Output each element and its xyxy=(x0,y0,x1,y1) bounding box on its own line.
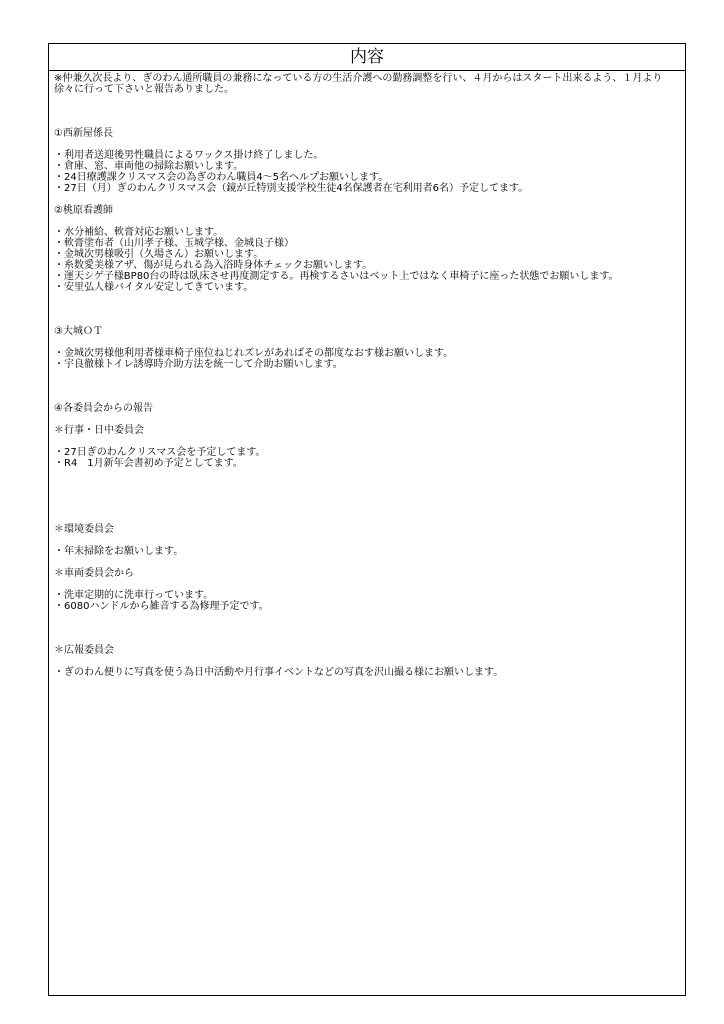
subsection-heading-vehicles: ＊車両委員会から xyxy=(54,568,134,579)
spacer xyxy=(54,414,681,425)
list-item: ・27日（月）ぎのわんクリスマス会（鏡が丘特別支援学校生徒4名保護者在宅利用者6名）予定してます。 xyxy=(54,183,529,194)
list-item: ・洗車定期的に洗車行っています。 xyxy=(54,590,214,601)
spacer xyxy=(54,370,681,403)
section-heading-touhara: ②桃原看護師 xyxy=(54,205,113,216)
list-item: ・宇良徹様トイレ誘導時介助方法を統一して介助お願いします。 xyxy=(54,359,343,370)
report-frame xyxy=(48,43,686,996)
list-item: ・糸数愛美様アザ、傷が見られる為入浴時身体チェックお願いします。 xyxy=(54,260,373,271)
section-heading-nishiaraya: ①西新屋係長 xyxy=(54,128,113,139)
spacer xyxy=(54,436,681,447)
list-item: ・水分補給、軟膏対応お願いします。 xyxy=(54,227,224,238)
list-item: ・年末掃除をお願いします。 xyxy=(54,546,184,557)
spacer xyxy=(54,579,681,590)
list-item: ・安里弘人様バイタル安定してきています。 xyxy=(54,282,254,293)
section-heading-committees: ④各委員会からの報告 xyxy=(54,403,153,414)
spacer xyxy=(54,337,681,348)
list-item: ・ぎのわん便りに写真を使う為日中活動や月行事イベントなどの写真を沢山撮る様にお願いします。 xyxy=(54,667,504,678)
spacer xyxy=(54,612,681,645)
spacer xyxy=(54,95,681,128)
list-item: ・倉庫、窓、車両他の掃除お願いします。 xyxy=(54,161,244,172)
spacer xyxy=(54,194,681,205)
list-item: ・27日ぎのわんクリスマス会を予定してます。 xyxy=(54,447,266,458)
spacer xyxy=(54,293,681,326)
subsection-heading-environment: ＊環境委員会 xyxy=(54,524,114,535)
content-title: 内容 xyxy=(49,44,685,71)
list-item: ・24日療護課クリスマス会の為ぎのわん職員4～5名ヘルプお願いします。 xyxy=(54,172,389,183)
list-item: ・運天シゲ子様BP80台の時は臥床させ再度測定する。再検するさいはベット上ではなく車椅子に座った状態でお願いします。 xyxy=(54,271,619,282)
section-heading-oshiro-ot: ③大城ＯＴ xyxy=(54,326,103,337)
spacer xyxy=(54,139,681,150)
spacer xyxy=(54,469,681,524)
intro-text: ※仲兼久次長より、ぎのわん通所職員の兼務になっている方の生活介護への勤務調整を行い、４月からはスタート出来るよう、１月より徐々に行って下さいと報告ありました。 xyxy=(54,73,663,95)
spacer xyxy=(54,216,681,227)
list-item: ・R4 1月新年会書初め予定としてます。 xyxy=(54,458,243,469)
spacer xyxy=(54,656,681,667)
list-item: ・利用者送迎後男性職員によるワックス掛け終了しました。 xyxy=(54,150,324,161)
subsection-heading-pr: ＊広報委員会 xyxy=(54,645,114,656)
list-item: ・軟膏塗布者（山川孝子様、玉城学様、金城良子様） xyxy=(54,238,294,249)
subsection-heading-events: ＊行事・日中委員会 xyxy=(54,425,144,436)
list-item: ・金城次男様吸引（久場さん）お願いします。 xyxy=(54,249,264,260)
list-item: ・6080ハンドルから雑音する為修理予定です。 xyxy=(54,601,269,612)
spacer xyxy=(54,535,681,546)
report-content xyxy=(49,71,685,678)
list-item: ・金城次男様他利用者様車椅子座位ねじれズレがあればその都度なおす様お願いします。 xyxy=(54,348,454,359)
spacer xyxy=(54,557,681,568)
